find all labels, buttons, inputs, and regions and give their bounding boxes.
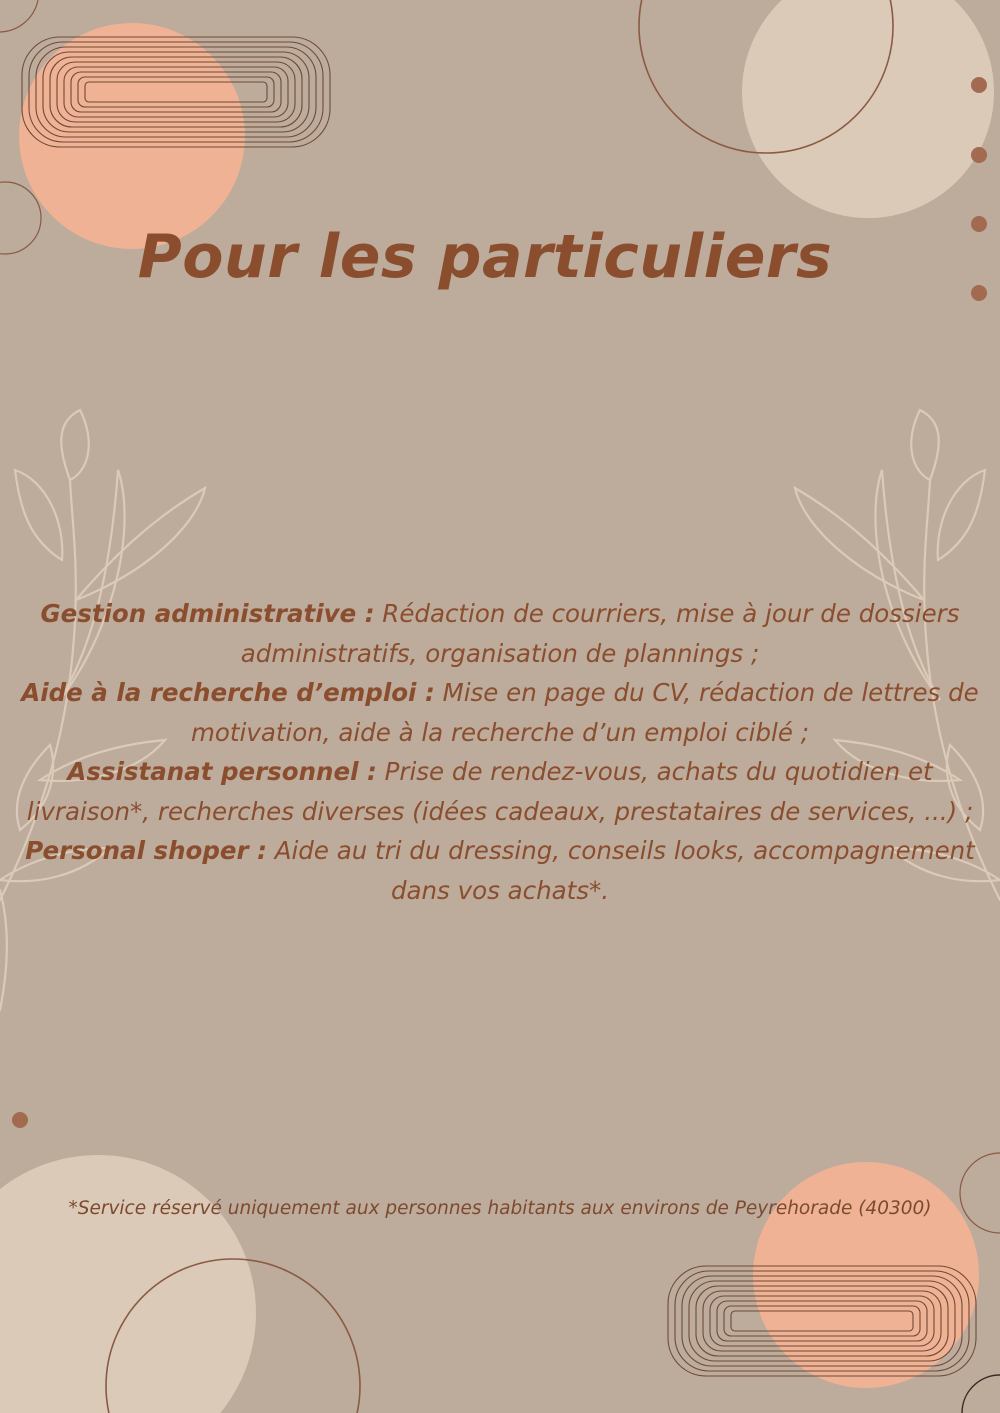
cream-circle-top-right xyxy=(742,0,994,218)
service-label-emploi: Aide à la recherche d’emploi : xyxy=(21,678,435,707)
dot xyxy=(971,77,987,93)
outline-arc-corner-top-left xyxy=(0,0,38,32)
peach-circle-bottom-right xyxy=(753,1162,979,1388)
service-text-emploi: Mise en page du CV, rédaction de lettres de motivation, aide à la recherche d’un emploi ciblé ; xyxy=(191,678,979,747)
service-label-gestion: Gestion administrative : xyxy=(40,599,375,628)
service-label-shoper: Personal shoper : xyxy=(25,836,267,865)
service-text-gestion: Rédaction de courriers, mise à jour de dossiers administratifs, organisation de plannings ; xyxy=(240,599,960,668)
service-text-assistanat: Prise de rendez-vous, achats du quotidien et livraison*, recherches diverses (idées cadeaux, prestataires de services, ...) ; xyxy=(26,757,974,826)
dot xyxy=(971,147,987,163)
cream-circle-bottom-left xyxy=(0,1155,256,1413)
dot xyxy=(12,1112,28,1128)
services-list xyxy=(10,594,990,910)
footnote: *Service réservé uniquement aux personnes habitants aux environs de Peyrehorade (40300) xyxy=(68,1198,932,1219)
dot xyxy=(971,216,987,232)
outline-circle-bottom-right-corner xyxy=(962,1375,1000,1413)
dot xyxy=(971,285,987,301)
page-title: Pour les particuliers xyxy=(137,222,833,292)
service-text-shoper: Aide au tri du dressing, conseils looks, accompagnement dans vos achats*. xyxy=(266,836,975,905)
outline-circle-bottom-right xyxy=(960,1153,1000,1233)
service-label-assistanat: Assistanat personnel : xyxy=(67,757,377,786)
